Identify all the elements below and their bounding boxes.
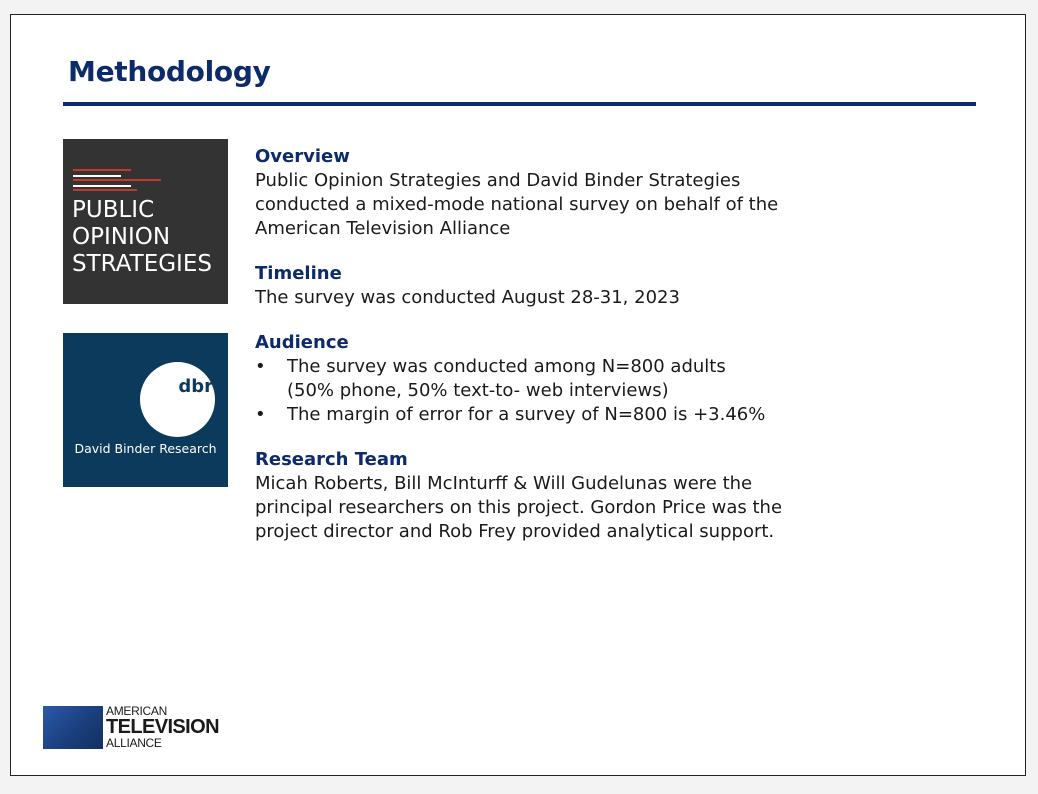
- title-rule: [63, 102, 976, 106]
- timeline-section: [255, 262, 875, 310]
- logo-red-line: [73, 189, 137, 191]
- section-line: American Television Alliance: [255, 218, 511, 239]
- logo-word: OPINION: [72, 224, 171, 250]
- section-heading: Overview: [255, 146, 350, 167]
- logo-word: STRATEGIES: [72, 251, 212, 277]
- logo-word: PUBLIC: [72, 197, 155, 223]
- section-line: The survey was conducted August 28-31, 2023: [255, 287, 680, 308]
- logo-wordmark: [72, 197, 212, 278]
- section-line: Public Opinion Strategies and David Binder Strategies: [255, 170, 741, 191]
- logo-wordmark: [106, 705, 219, 749]
- audience-bullets: [255, 355, 875, 427]
- american-television-alliance-logo: [43, 705, 219, 749]
- logo-white-line: [73, 185, 131, 187]
- bullet-item: [255, 355, 875, 403]
- logo-line: TELEVISION: [106, 716, 219, 738]
- logo-line: AMERICAN: [106, 704, 167, 718]
- overview-section: [255, 145, 875, 241]
- logo-red-line: [73, 179, 161, 181]
- logo-mark: dbr: [178, 376, 213, 397]
- section-line: principal researchers on this project. Gordon Price was the: [255, 497, 783, 518]
- section-line: project director and Rob Frey provided analytical support.: [255, 521, 775, 542]
- page-title: Methodology: [68, 55, 271, 88]
- logo-circle: [140, 362, 215, 437]
- audience-section: [255, 331, 875, 427]
- section-heading: Audience: [255, 332, 349, 353]
- logo-square: [43, 706, 103, 749]
- bullet-line: (50% phone, 50% text-to- web interviews): [287, 380, 669, 401]
- logo-white-line: [73, 175, 121, 177]
- research-team-section: [255, 448, 875, 544]
- slide: [10, 14, 1026, 776]
- public-opinion-strategies-logo: [63, 139, 228, 304]
- bullet-line: • The margin of error for a survey of N=800 is +3.46%: [287, 404, 766, 425]
- logo-line: ALLIANCE: [106, 736, 162, 750]
- section-heading: Timeline: [255, 263, 342, 284]
- david-binder-research-logo: [63, 333, 228, 487]
- bullet-item: [255, 403, 875, 427]
- logo-name: David Binder Research: [74, 441, 217, 456]
- logo-red-line: [73, 169, 131, 171]
- bullet-line: • The survey was conducted among N=800 adults: [287, 356, 726, 377]
- section-line: Micah Roberts, Bill McInturff & Will Gudelunas were the: [255, 473, 753, 494]
- methodology-content: [255, 145, 875, 565]
- section-line: conducted a mixed-mode national survey on behalf of the: [255, 194, 779, 215]
- section-heading: Research Team: [255, 449, 408, 470]
